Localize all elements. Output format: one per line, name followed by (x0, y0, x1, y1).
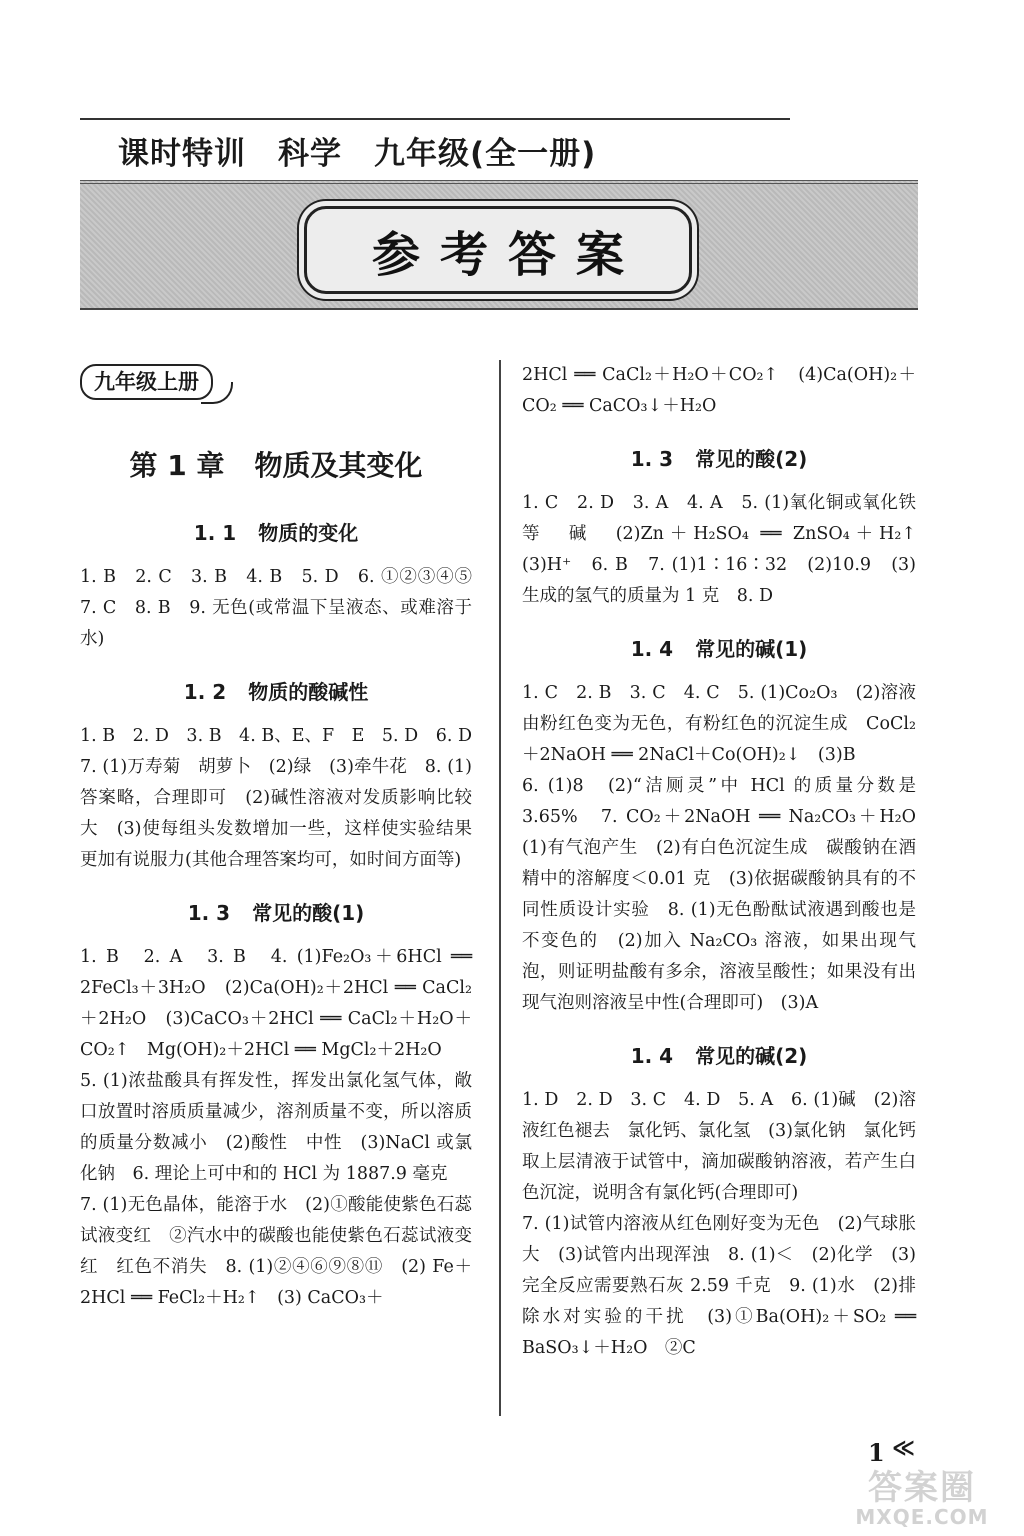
answers-1-2: 1. B 2. D 3. B 4. B、E、F E 5. D 6. D 7. (1)万寿菊 胡萝卜 (2)绿 (3)牵牛花 8. (1)答案略，合理即可 (2)碱性溶液对发质影响比较大 (3)使每组头发数增加一些，这样使实验结果更加有说服力(其他合理答案均可，如时间方面等) (80, 726, 490, 870)
section-number: 1. 2 (183, 680, 227, 704)
section-number: 1. 3 (630, 447, 674, 471)
grade-tag: 九年级上册 (80, 364, 213, 400)
answer-banner (80, 180, 918, 310)
section-heading-1-2 (80, 675, 472, 709)
column-divider (499, 360, 501, 1416)
answers-1-4-a-part2: 6. (1)8 (2)“洁厕灵”中 HCl 的质量分数是 3.65% 7. CO₂＋2NaOH ══ Na₂CO₃＋H₂O (1)有气泡产生 (2)有白色沉淀生成 碳酸钠在酒精中的溶解度＜0.01 克 (3)依据碳酸钠具有的不同性质设计实验 8. (1)无色酚酞试液遇到酸也是不变色的 (2)加入 Na₂CO₃ 溶液，如果出现气泡，则证明盐酸有多余，溶液呈酸性；如果没有出现气泡则溶液呈中性(合理即可) (3)A (522, 776, 934, 1013)
page-arrow-icon: ≪ (892, 1436, 916, 1461)
answers-1-4-b-part1: 1. D 2. D 3. C 4. D 5. A 6. (1)碱 (2)溶液红色褪去 氯化钙、氯化氢 (3)氯化钠 氯化钙 取上层清液于试管中，滴加碳酸钠溶液，若产生白色沉淀，说明含有氯化钙(合理即可) (522, 1090, 934, 1203)
answers-1-3-a-continued: 2HCl ══ CaCl₂＋H₂O＋CO₂↑ (4)Ca(OH)₂＋CO₂ ══ CaCO₃↓＋H₂O (522, 365, 916, 416)
section-title: 物质的酸碱性 (248, 680, 369, 704)
section-heading-1-1 (80, 516, 472, 550)
section-title: 常见的酸(2) (695, 447, 808, 471)
answers-1-3-a-part2: 5. (1)浓盐酸具有挥发性，挥发出氯化氢气体，敞口放置时溶质质量减少，溶剂质量不变，所以溶质的质量分数减小 (2)酸性 中性 (3)NaCl 或氯化钠 6. 理论上可中和的 HCl 为 1887.9 毫克 (80, 1071, 473, 1184)
watermark-text: 答案圈 (868, 1468, 976, 1508)
section-title: 常见的酸(1) (252, 901, 365, 925)
section-title: 物质的变化 (258, 521, 359, 545)
page-number: 1 (868, 1438, 885, 1467)
right-column (522, 360, 934, 1364)
answers-1-4-a-part1: 1. C 2. B 3. C 4. C 5. (1)Co₂O₃ (2)溶液由粉红色变为无色，有粉红色的沉淀生成 CoCl₂＋2NaOH ══ 2NaCl＋Co(OH)₂↓ (3)B (522, 683, 916, 765)
watermark-url: MXQE.COM (855, 1505, 989, 1529)
left-column (80, 360, 490, 1314)
answers-1-3-b: 1. C 2. D 3. A 4. A 5. (1)氧化铜或氧化铁等 碱 (2)Zn＋H₂SO₄ ══ ZnSO₄＋H₂↑ (3)H⁺ 6. B 7. (1)1∶16∶32 (2)10.9 (3)生成的氢气的质量为 1 克 8. D (522, 493, 934, 606)
banner-frame (304, 206, 692, 294)
answers-1-3-a-part3: 7. (1)无色晶体，能溶于水 (2)①酸能使紫色石蕊试液变红 ②汽水中的碳酸也能使紫色石蕊试液变红 红色不消失 8. (1)②④⑥⑨⑧⑪ (2) Fe＋2HCl ══ FeCl₂＋H₂↑ (3) CaCO₃＋ (80, 1195, 472, 1308)
section-heading-1-4-a (522, 632, 916, 666)
section-number: 1. 1 (193, 521, 237, 545)
answers-1-1: 1. B 2. C 3. B 4. B 5. D 6. ①②③④⑤ 7. C 8. B 9. 无色(或常温下呈液态、或难溶于水) (80, 567, 490, 649)
answers-1-4-b-part2: 7. (1)试管内溶液从红色刚好变为无色 (2)气球胀大 (3)试管内出现浑浊 8. (1)＜ (2)化学 (3)完全反应需要熟石灰 2.59 千克 9. (1)水 (2)排除水对实验的干扰 (3)①Ba(OH)₂＋SO₂ ══ BaSO₃↓＋H₂O ②C (522, 1214, 916, 1358)
section-heading-1-4-b (522, 1039, 916, 1073)
chapter-title: 物质及其变化 (254, 449, 423, 482)
section-number: 1. 3 (187, 901, 231, 925)
answers-1-3-a-part1: 1. B 2. A 3. B 4. (1)Fe₂O₃＋6HCl ══ 2FeCl₃＋3H₂O (2)Ca(OH)₂＋2HCl ══ CaCl₂＋2H₂O (3)CaCO₃＋2HCl ══ CaCl₂＋H₂O＋CO₂↑ Mg(OH)₂＋2HCl ══ MgCl₂＋2H₂O (80, 947, 472, 1060)
banner-title: 参考答案 (371, 226, 644, 283)
section-title: 常见的碱(1) (695, 637, 808, 661)
section-heading-1-3-b (522, 442, 916, 476)
chapter-heading (80, 446, 472, 486)
chapter-number: 第 1 章 (129, 449, 225, 482)
section-title: 常见的碱(2) (695, 1044, 808, 1068)
section-heading-1-3-a (80, 896, 472, 930)
section-number: 1. 4 (630, 637, 674, 661)
watermark (832, 1470, 1012, 1530)
header-top-rule (80, 118, 790, 120)
section-number: 1. 4 (630, 1044, 674, 1068)
series-title: 课时特训 科学 九年级(全一册) (118, 136, 597, 172)
